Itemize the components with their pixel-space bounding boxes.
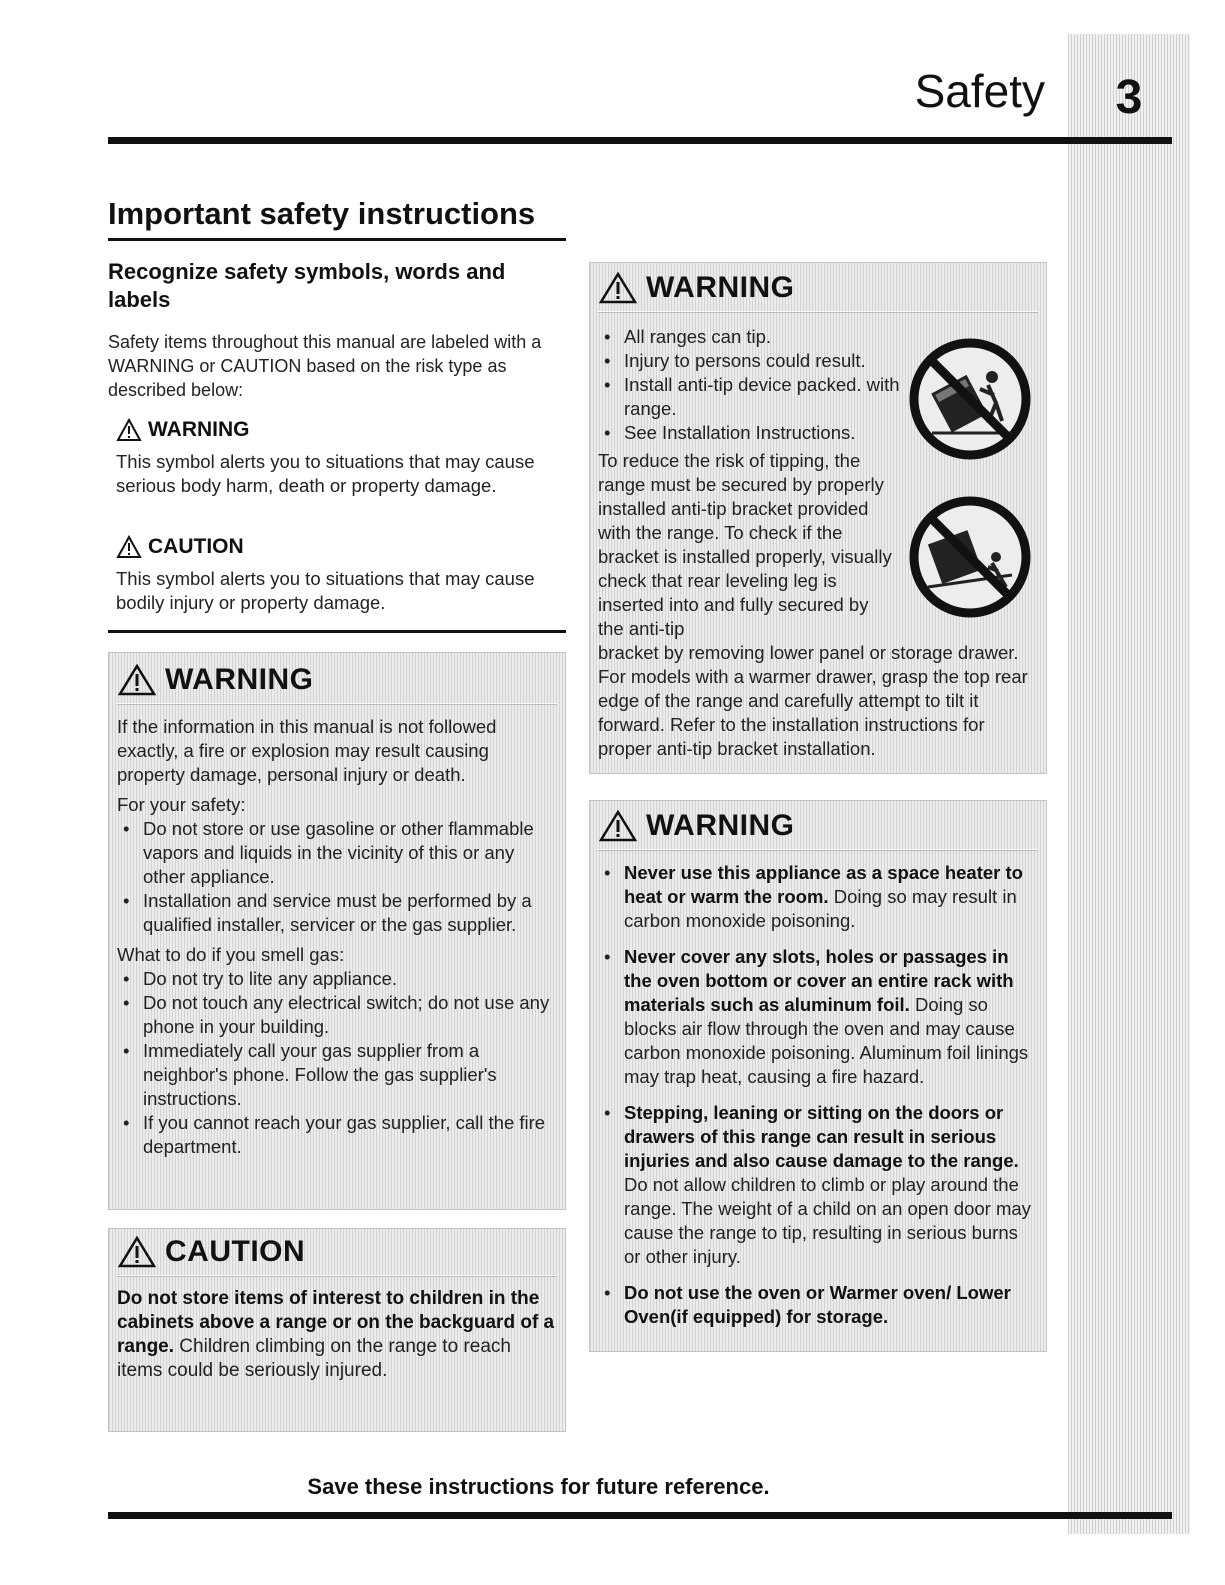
header-title: Safety — [914, 65, 1045, 117]
side-margin-strip — [1068, 34, 1190, 1534]
item-bold: Never use this appliance as a space heater to heat or warm the room. — [624, 862, 1023, 907]
list-item: • Do not try to lite any appliance. — [117, 967, 557, 991]
item-text: Do not allow children to climb or play around the range. The weight of a child on an open door may cause the range to tip, resulting in serious burns or other injury. — [624, 1174, 1031, 1267]
gas-warning-intro: If the information in this manual is not followed exactly, a fire or explosion may result causing property damage, personal injury or death. — [117, 716, 497, 785]
header-rule — [108, 137, 1172, 144]
list-item — [598, 861, 1038, 933]
item-text: Doing so blocks air flow through the oven and may cause carbon monoxide poisoning. Aluminum foil linings may trap heat, causing a fire hazard. — [624, 994, 1029, 1087]
list-item: • Immediately call your gas supplier from a neighbor's phone. Follow the gas supplier's instructions. — [117, 1039, 557, 1111]
list-item — [598, 945, 1038, 1089]
warning-triangle-icon — [117, 663, 157, 697]
warning-triangle-icon — [116, 418, 142, 442]
list-item: • All ranges can tip. — [598, 325, 918, 349]
no-tipping-range-icon — [908, 337, 1032, 461]
list-item: • If you cannot reach your gas supplier, call the fire department. — [117, 1111, 557, 1159]
footer-note: Save these instructions for future reference. — [307, 1474, 770, 1499]
tip-warning-box — [589, 262, 1047, 774]
list-item: • Injury to persons could result. — [598, 349, 918, 373]
list-item: • See Installation Instructions. — [598, 421, 918, 445]
item-bold: Do not use the oven or Warmer oven/ Lower Oven(if equipped) for storage. — [624, 1282, 1011, 1327]
list-item: • Installation and service must be performed by a qualified installer, servicer or the gas supplier. — [117, 889, 557, 937]
caution-legend — [116, 535, 566, 559]
warning-legend-label: WARNING — [148, 418, 250, 441]
caution-box — [108, 1228, 566, 1432]
section-title: Important safety instructions — [108, 196, 536, 231]
item-bold: Never cover any slots, holes or passages in the oven bottom or cover an entire rack with materials such as aluminum foil. — [624, 946, 1014, 1015]
section-rule — [108, 238, 566, 241]
warning-triangle-icon — [598, 271, 638, 305]
warning-triangle-icon — [598, 809, 638, 843]
list-item: • Install anti-tip device packed. with range. — [598, 373, 918, 421]
warning-legend-desc: This symbol alerts you to situations that may cause serious body harm, death or property damage. — [116, 451, 535, 496]
list-item: • Do not touch any electrical switch; do not use any phone in your building. — [117, 991, 557, 1039]
warning-legend — [116, 418, 566, 442]
caution-triangle-icon — [116, 535, 142, 559]
box-divider — [117, 703, 557, 705]
gas-warning-header — [117, 663, 557, 697]
heater-warning-header — [598, 809, 1038, 843]
list-item: • Do not store or use gasoline or other flammable vapors and liquids in the vicinity of this or any other appliance. — [117, 817, 557, 889]
symbols-intro: Safety items throughout this manual are labeled with a WARNING or CAUTION based on the risk type as described below: — [108, 332, 542, 400]
box-divider — [598, 849, 1038, 851]
safety-heading: For your safety: — [117, 794, 246, 815]
tip-instructions-b: bracket by removing lower panel or storage drawer. For models with a warmer drawer, grasp the top rear edge of the range and carefully attempt to tilt it forward. Refer to the installation instructions for proper anti-tip bracket installation. — [598, 642, 1028, 759]
page-number: 3 — [1115, 71, 1143, 124]
list-item — [598, 1101, 1038, 1269]
tip-warning-title: WARNING — [646, 271, 795, 304]
list-item — [598, 1281, 1038, 1329]
no-tipping-range-icon — [908, 495, 1032, 619]
caution-text: Children climbing on the range to reach items could be seriously injured. — [117, 1336, 511, 1381]
item-bold: Stepping, leaning or sitting on the doors or drawers of this range can result in serious injuries and also cause damage to the range. — [624, 1102, 1019, 1171]
heater-warning-title: WARNING — [646, 809, 795, 842]
caution-legend-label: CAUTION — [148, 535, 244, 558]
footer-rule — [108, 1512, 1172, 1519]
caution-triangle-icon — [117, 1235, 157, 1269]
caution-bold-text: Do not store items of interest to children in the cabinets above a range or on the backguard of a range. — [117, 1288, 555, 1357]
caution-legend-desc: This symbol alerts you to situations that may cause bodily injury or property damage. — [116, 568, 535, 613]
tip-instructions-a: To reduce the risk of tipping, the range must be secured by properly installed anti-tip bracket provided with the range. To check if the bracket is installed properly, visually check that rear leveling leg is inserted into and fully secured by the anti-tip — [598, 450, 892, 639]
caution-header — [117, 1235, 557, 1269]
gas-warning-title: WARNING — [165, 663, 314, 696]
tip-warning-header — [598, 271, 1038, 305]
legend-rule — [108, 630, 566, 633]
box-divider — [117, 1275, 557, 1277]
box-divider — [598, 311, 1038, 313]
item-text: Doing so may result in carbon monoxide poisoning. — [624, 886, 1017, 931]
symbols-heading: Recognize safety symbols, words and labels — [108, 259, 506, 312]
gas-warning-box — [108, 652, 566, 1210]
caution-title: CAUTION — [165, 1235, 306, 1268]
smell-gas-heading: What to do if you smell gas: — [117, 944, 345, 965]
heater-warning-box — [589, 800, 1047, 1352]
